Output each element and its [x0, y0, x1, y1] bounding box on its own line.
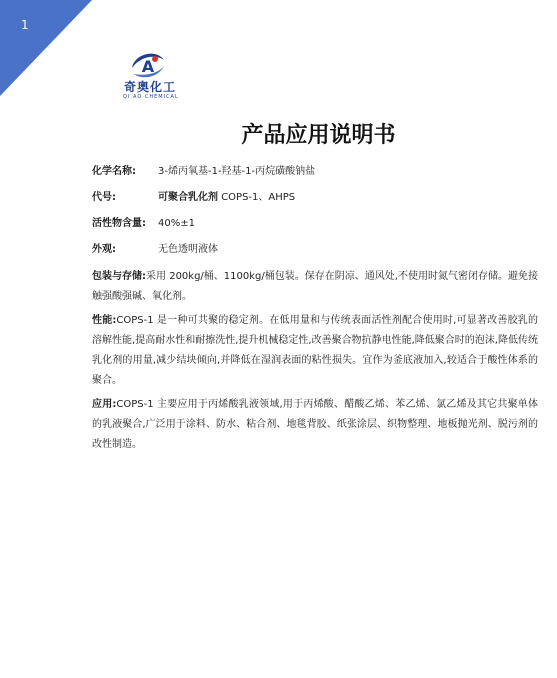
document-title: 产品应用说明书: [241, 123, 396, 148]
field-active-content: [92, 215, 538, 233]
paragraph-performance: [92, 311, 538, 391]
logo-name-en: QI AO CHEMICAL: [123, 94, 179, 100]
company-logo: [118, 50, 198, 102]
field-value: 3-烯丙氧基-1-羟基-1-丙烷磺酸钠盐: [158, 166, 316, 177]
field-label: 化学名称:: [92, 166, 136, 177]
paragraph-label: 包装与存储:: [92, 271, 147, 282]
paragraph-application: [92, 395, 538, 455]
paragraph-label: 性能:: [92, 315, 117, 326]
paragraph-text: COPS-1 主要应用于丙烯酸乳液领域,用于丙烯酸、醋酸乙烯、苯乙烯、氯乙烯及其它共聚单体的乳液聚合,广泛用于涂料、防水、粘合剂、地毯背胶、纸张涂层、织物整理、地板抛光剂、脱污剂的改性制造。: [92, 399, 538, 450]
field-label: 外观:: [92, 244, 116, 255]
field-code: [92, 189, 538, 207]
logo-name-cn: 奇奥化工: [124, 80, 177, 94]
paragraph-text: 采用 200kg/桶、1100kg/桶包装。保存在阴凉、通风处,不使用时氮气密闭存储。避免接触强酸强碱、氧化剂。: [92, 271, 538, 302]
paragraph-packaging: [92, 267, 538, 307]
paragraph-label: 应用:: [92, 399, 117, 410]
logo-mark-icon: [130, 50, 166, 80]
corner-triangle: [0, 0, 92, 96]
field-value-bold: 可聚合乳化剂: [158, 192, 218, 203]
field-value: [158, 189, 295, 207]
page-number: 1: [21, 18, 29, 32]
field-value: 40%±1: [158, 218, 195, 229]
field-label: 代号:: [92, 192, 116, 203]
field-label: 活性物含量:: [92, 218, 146, 229]
field-chemical-name: [92, 163, 538, 181]
paragraph-text: COPS-1 是一种可共聚的稳定剂。在低用量和与传统表面活性剂配合使用时,可显著改善胶乳的溶解性能,提高耐水性和耐擦洗性,提升机械稳定性,改善聚合物抗静电性能,降低聚合时的泡沫,降低传统乳化剂的用量,减少结块倾向,并降低在湿润表面的粘性损失。宜作为釜底液加入,较适合于酸性体系的聚合。: [92, 315, 538, 386]
field-appearance: [92, 241, 538, 259]
logo-letter: A: [141, 57, 155, 76]
field-value: 无色透明液体: [158, 244, 218, 255]
field-value-rest: COPS-1、AHPS: [218, 192, 296, 203]
document-body: [92, 163, 538, 459]
